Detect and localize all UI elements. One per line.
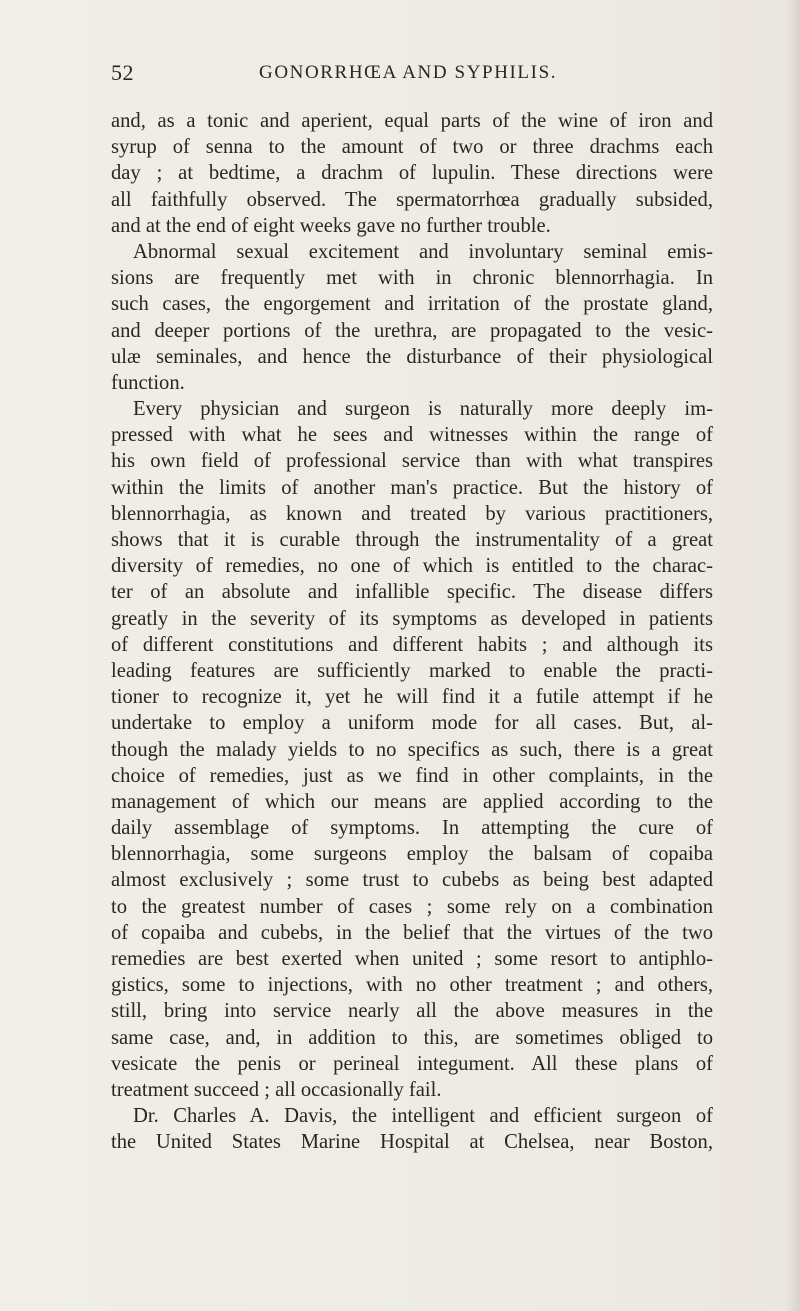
text-line: same case, and, in addition to this, are sometimes obliged to <box>111 1026 713 1049</box>
text-line: greatly in the severity of its symptoms as developed in patients <box>111 607 713 630</box>
text-line: within the limits of another man's practice. But the history of <box>111 476 713 499</box>
text-line: tioner to recognize it, yet he will find it a futile attempt if he <box>111 686 713 709</box>
text-line: the United States Marine Hospital at Chelsea, near Boston, <box>111 1131 713 1154</box>
text-line: still, bring into service nearly all the above measures in the <box>111 1000 713 1023</box>
text-line: and at the end of eight weeks gave no further trouble. <box>111 214 551 237</box>
text-line: syrup of senna to the amount of two or three drachms each <box>111 136 713 159</box>
text-line: treatment succeed ; all occasionally fail. <box>111 1078 442 1101</box>
running-head: GONORRHŒA AND SYPHILIS. <box>259 62 558 83</box>
text-line: blennorrhagia, as known and treated by various practitioners, <box>111 502 713 525</box>
text-line: undertake to employ a uniform mode for all cases. But, al- <box>111 712 713 735</box>
text-line: and, as a tonic and aperient, equal parts of the wine of iron and <box>111 110 713 132</box>
text-line: shows that it is curable through the instrumentality of a great <box>111 529 713 551</box>
text-line: and deeper portions of the urethra, are propagated to the vesic- <box>111 319 713 342</box>
text-line: pressed with what he sees and witnesses within the range of <box>111 424 713 447</box>
text-line: vesicate the penis or perineal integument. All these plans of <box>111 1052 713 1075</box>
text-line: of copaiba and cubebs, in the belief that the virtues of the two <box>111 921 713 944</box>
text-line: day ; at bedtime, a drachm of lupulin. These directions were <box>111 162 713 185</box>
text-line: leading features are sufficiently marked to enable the practi- <box>111 659 713 682</box>
page-number: 52 <box>111 60 134 85</box>
text-line: ter of an absolute and infallible specific. The disease differs <box>111 581 713 604</box>
text-line: such cases, the engorgement and irritation of the prostate gland, <box>111 293 713 316</box>
text-line: ulæ seminales, and hence the disturbance of their physiological <box>111 345 713 368</box>
text-line: Every physician and surgeon is naturally more deeply im- <box>133 398 713 421</box>
text-line: management of which our means are applied according to the <box>111 790 713 813</box>
page-edge-shadow <box>786 0 800 1311</box>
page-header <box>111 60 731 90</box>
text-line: though the malady yields to no specifics as such, there is a great <box>111 738 713 761</box>
text-line: diversity of remedies, no one of which is entitled to the charac- <box>111 555 713 578</box>
body-text <box>111 108 713 1156</box>
text-line: almost exclusively ; some trust to cubebs as being best adapted <box>111 869 713 892</box>
text-line: Abnormal sexual excitement and involuntary seminal emis- <box>133 240 713 263</box>
text-line: blennorrhagia, some surgeons employ the balsam of copaiba <box>111 843 713 866</box>
text-line: daily assemblage of symptoms. In attempting the cure of <box>111 817 713 840</box>
text-line: his own field of professional service than with what transpires <box>111 450 713 473</box>
text-line: remedies are best exerted when united ; some resort to antiphlo- <box>111 948 713 970</box>
text-line: choice of remedies, just as we find in other complaints, in the <box>111 764 713 787</box>
text-line: sions are frequently met with in chronic blennorrhagia. In <box>111 267 713 290</box>
text-line: to the greatest number of cases ; some rely on a combination <box>111 895 713 918</box>
text-line: function. <box>111 371 185 394</box>
text-line: gistics, some to injections, with no other treatment ; and others, <box>111 974 713 997</box>
text-line: of different constitutions and different habits ; and although its <box>111 633 713 656</box>
text-line: all faithfully observed. The spermatorrhœa gradually subsided, <box>111 188 713 211</box>
text-line: Dr. Charles A. Davis, the intelligent and efficient surgeon of <box>133 1105 713 1128</box>
